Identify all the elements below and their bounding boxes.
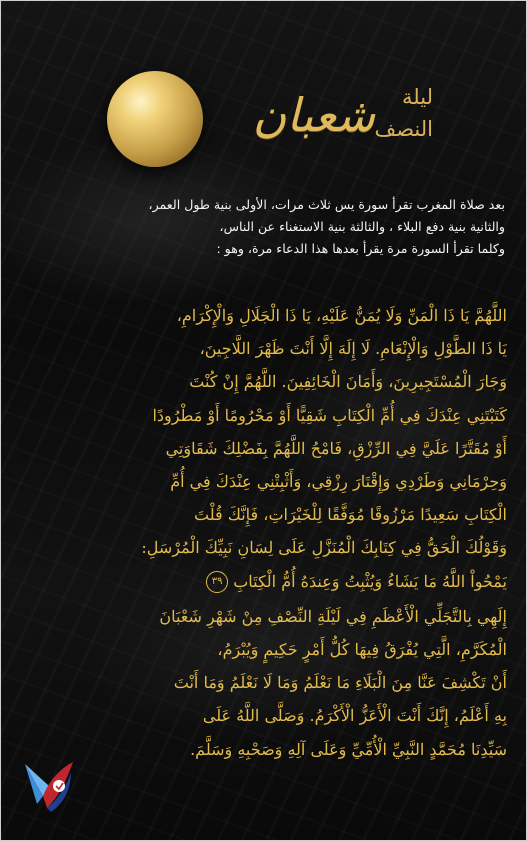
- title-bottom: النصف: [374, 117, 433, 141]
- dua-closing-line: الْمُكَرَّمِ، الَّتِي يُفْرَقُ فِيهَا كُلُّ أَمْرٍ حَكِيمٍ وَيُبْرَمُ،: [217, 640, 507, 660]
- dua-line: الْكِتَابِ سَعِيدًا مَرْزُوقًا مُوَفَّقًا لِلْخَيْرَاتِ، فَإِنَّكَ قُلْتَ: [193, 505, 507, 525]
- quran-ayah: [23, 565, 507, 598]
- dua-line: اللَّهُمَّ يَا ذَا الْمَنِّ وَلَا يُمَنُّ عَلَيْهِ، يَا ذَا الْجَلَالِ وَالْإِكْرَامِ،: [176, 306, 507, 325]
- dua-closing-line: بِهِ أَعْلَمُ، إِنَّكَ أَنْتَ الْأَعَزُّ الْأَكْرَمُ. وَصَلَّى اللَّهُ عَلَى: [202, 706, 507, 726]
- title-top: ليلة: [402, 85, 433, 109]
- dua-line: يَا ذَا الطَّوْلِ وَالْإِنْعَامِ. لَا إِلَهَ إِلَّا أَنْتَ ظَهْرَ اللَّاجِينَ،: [199, 339, 507, 359]
- dua-text: [23, 299, 507, 766]
- intro-line: والثانية بنية دفع البلاء ، والثالثة بنية الاستغناء عن الناس،: [219, 219, 505, 234]
- intro-paragraph: [25, 194, 505, 260]
- dua-line: وَجَارَ الْمُسْتَجِيرِينَ، وَأَمَانَ الْخَائِفِينَ. اللَّهُمَّ إِنْ كُنْتَ: [189, 372, 507, 392]
- dua-line: أَوْ مُقَتَّرًا عَلَيَّ فِي الرِّزْقِ، فَامْحُ اللَّهُمَّ بِفَضْلِكَ شَقَاوَتِي: [165, 438, 507, 458]
- ayah-number: ٣٩: [206, 571, 228, 593]
- dua-closing-line: سَيِّدِنَا مُحَمَّدٍ النَّبِيِّ الْأُمِّيِّ وَعَلَى آلِهِ وَصَحْبِهِ وَسَلَّمَ.: [190, 739, 507, 759]
- dua-line: وَقَوْلُكَ الْحَقُّ فِي كِتَابِكَ الْمُنَزَّلِ عَلَى لِسَانِ نَبِيِّكَ الْمُرْسَلِ:: [141, 538, 507, 558]
- dua-line: كَتَبْتَنِي عِنْدَكَ فِي أُمِّ الْكِتَابِ شَقِيًّا أَوْ مَحْرُومًا أَوْ مَطْرُودًا: [152, 405, 507, 425]
- ayah-text: يَمْحُواْ اللَّهُ مَا يَشَاءُ وَيُثْبِتُ وَعِندَهُ أُمُّ الْكِتَابِ: [233, 571, 507, 591]
- page-title: [223, 81, 433, 161]
- intro-line: بعد صلاة المغرب تقرأ سورة يس ثلاث مرات، الأولى بنية طول العمر،: [148, 197, 505, 212]
- logo-icon: [23, 756, 75, 818]
- intro-line: وكلما تقرأ السورة مرة يقرأ بعدها هذا الدعاء مرة، وهو :: [216, 241, 505, 256]
- dua-closing-line: إِلَهِي بِالتَّجَلِّي الْأَعْظَمِ فِي لَيْلَةِ النِّصْفِ مِنْ شَهْرِ شَعْبَانَ: [159, 606, 507, 626]
- title-main: شعبان: [252, 88, 375, 142]
- dua-closing-line: أَنْ تَكْشِفَ عَنَّا مِنَ الْبَلَاءِ مَا نَعْلَمُ وَمَا لَا نَعْلَمُ وَمَا أَنْتَ: [173, 673, 507, 693]
- dua-line: وَحِرْمَانِي وَطَرْدِي وَإِقْتَارَ رِزْقِي، وَأَثْبِتْنِي عِنْدَكَ فِي أُمِّ: [170, 472, 507, 492]
- golden-pearl-icon: [107, 71, 203, 167]
